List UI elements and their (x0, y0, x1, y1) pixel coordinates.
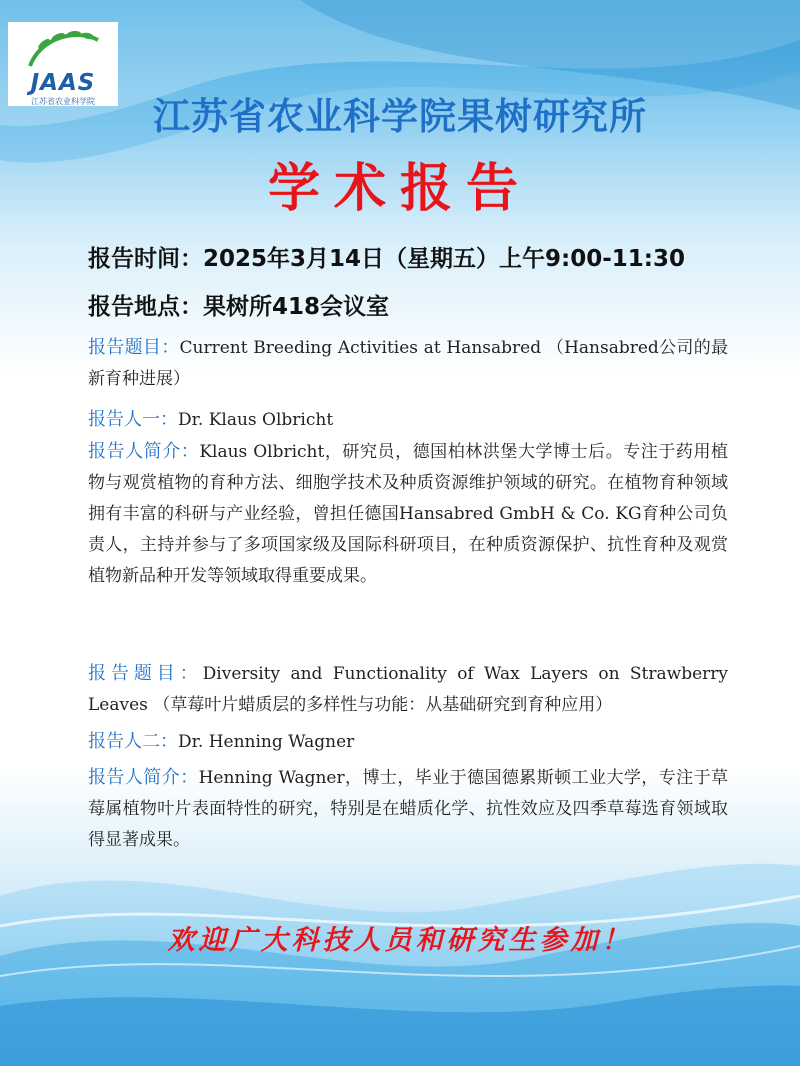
logo-text: JAAS (30, 70, 96, 96)
talk1-topic-label: 报告题目： (88, 337, 180, 358)
talk2-speaker-label: 报告人二： (88, 731, 178, 752)
talk1-bio (88, 436, 728, 592)
report-title: 学术报告 (267, 158, 532, 219)
talk2-bio-text: Henning Wagner，博士，毕业于德国德累斯顿工业大学，专注于草莓属植物叶片表面特性的研究，特别是在蜡质化学、抗性效应及四季草莓选育领域取得显著成果。 (88, 768, 729, 850)
talk1-bio-text: Klaus Olbricht，研究员，德国柏林洪堡大学博士后。专注于药用植物与观赏植物的育种方法、细胞学技术及种质资源维护领域的研究。在植物育种领域拥有丰富的科研与产业经验，曾担任德国Hansabred GmbH & Co. KG育种公司负责人，主持并参与了多项国家级及国际科研项目，在种质资源保护、抗性育种及观赏植物新品种开发等领域取得重要成果。 (88, 442, 728, 586)
talk2-bio (88, 762, 728, 856)
logo-subtitle: 江苏省农业科学院 (31, 97, 95, 106)
talk2-speaker-name: Dr. Henning Wagner (178, 732, 355, 752)
talk2-topic-label: 报告题目： (88, 663, 203, 684)
talk1-speaker (88, 404, 728, 436)
talk1-topic-text: Current Breeding Activities at Hansabred （Hansabred公司的最新育种进展） (88, 338, 729, 389)
talk1-topic (88, 332, 728, 395)
institute-title: 江苏省农业科学院果树研究所 (153, 95, 647, 138)
report-place-label: 报告地点： (88, 294, 203, 320)
talk2-topic (88, 658, 728, 721)
report-time-label: 报告时间： (88, 246, 203, 272)
talk2-speaker (88, 726, 728, 758)
talk2-bio-label: 报告人简介： (88, 767, 199, 788)
talk1-speaker-label: 报告人一： (88, 409, 178, 430)
report-time (88, 240, 685, 273)
welcome-message: 欢迎广大科技人员和研究生参加！ (167, 925, 633, 956)
talk2-topic-text: Diversity and Functionality of Wax Layers on Strawberry Leaves （草莓叶片蜡质层的多样性与功能：从基础研究到育种应用） (88, 664, 728, 715)
report-place-value: 果树所418会议室 (203, 294, 390, 320)
talk1-speaker-name: Dr. Klaus Olbricht (178, 410, 334, 430)
report-time-value: 2025年3月14日（星期五）上午9:00-11:30 (203, 246, 685, 272)
talk1-bio-label: 报告人简介： (88, 441, 200, 462)
leaf-arc-icon (18, 26, 108, 70)
report-place (88, 288, 389, 321)
